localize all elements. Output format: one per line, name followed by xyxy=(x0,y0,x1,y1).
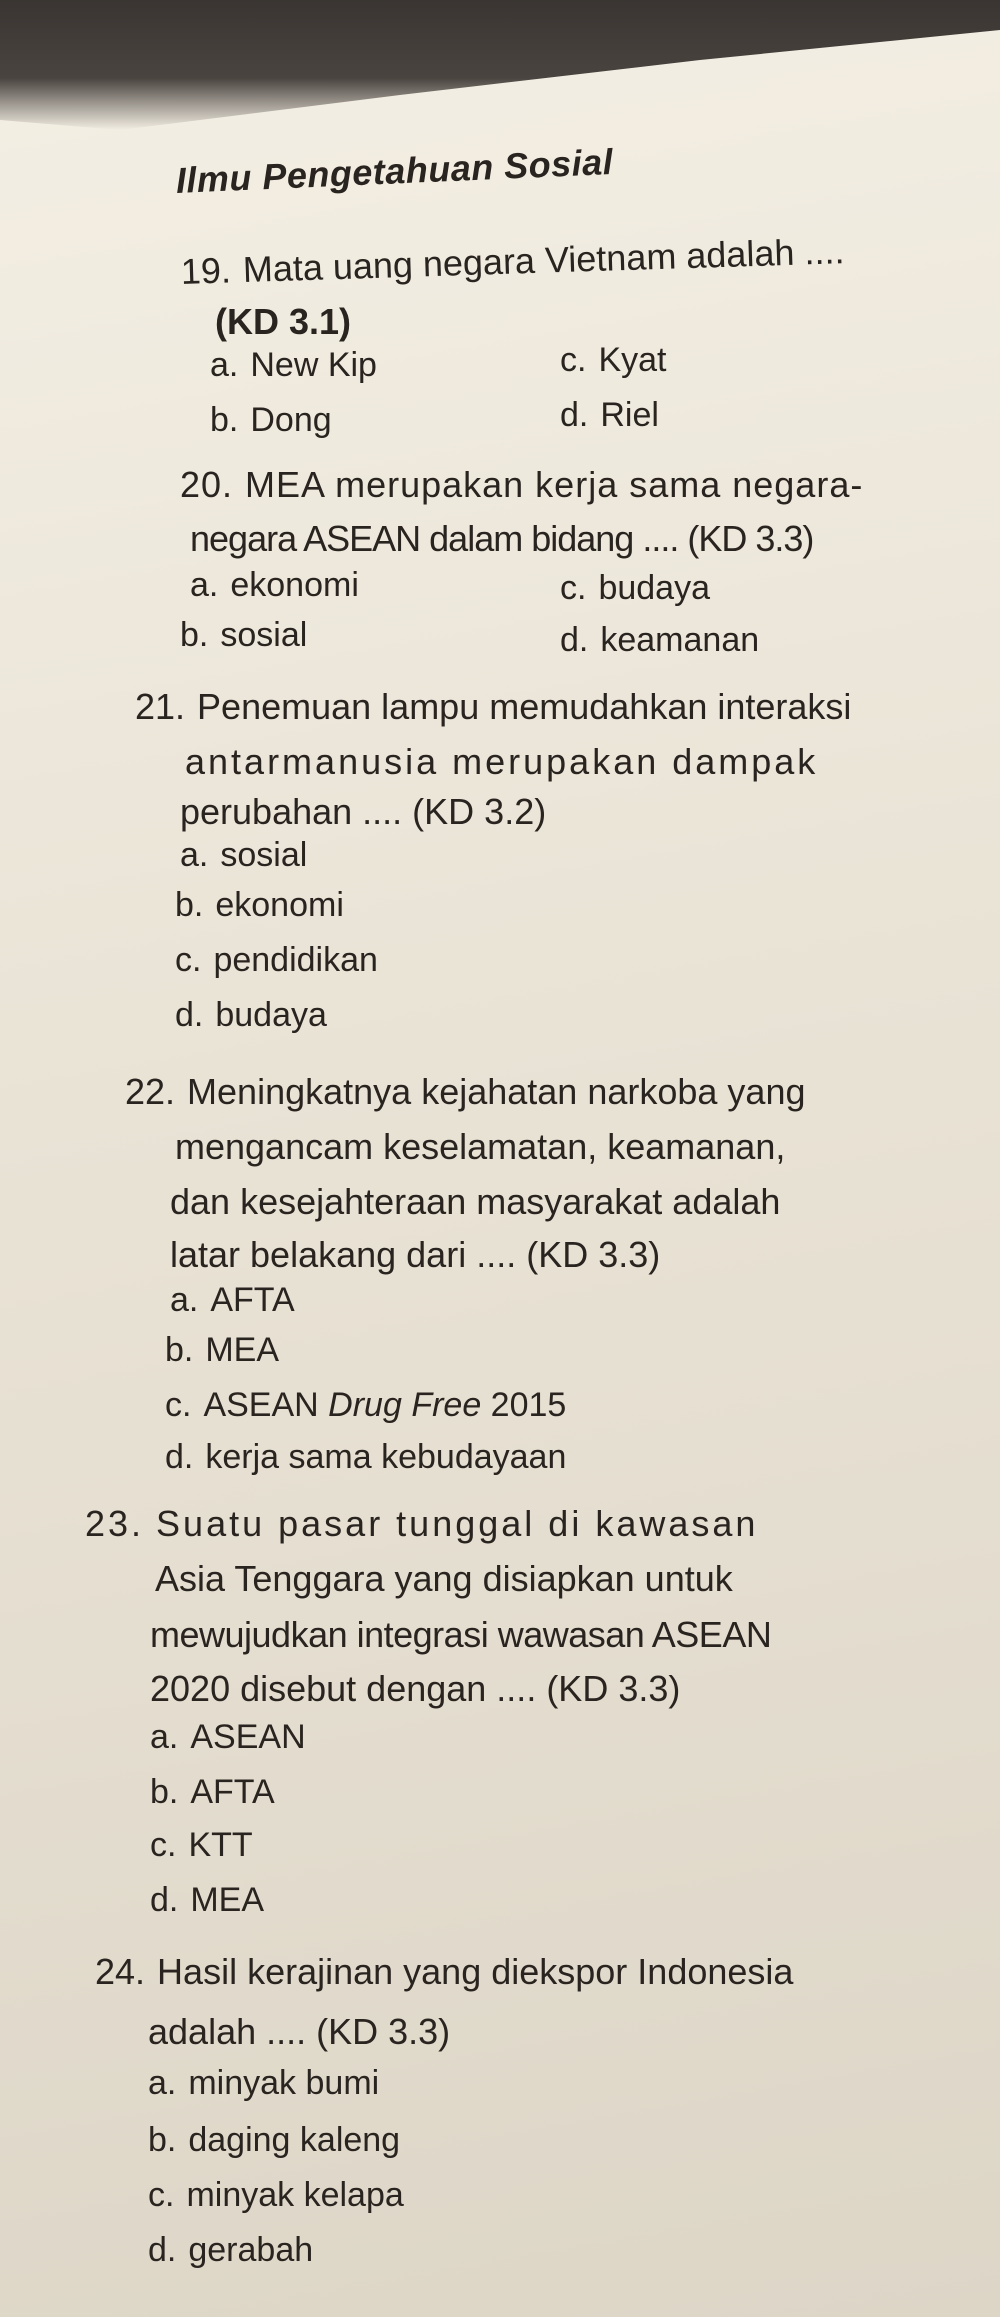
question-stem-line: latar belakang dari .... (KD 3.3) xyxy=(170,1234,661,1275)
option-a[interactable]: a. ekonomi xyxy=(190,566,359,604)
question-number: 23. xyxy=(85,1503,145,1544)
question-number: 22. xyxy=(125,1071,176,1112)
question-stem-line: dan kesejahteraan masyarakat adalah xyxy=(170,1181,781,1222)
option-c[interactable]: c. Kyat xyxy=(560,341,667,379)
option-d[interactable]: d. gerabah xyxy=(148,2231,314,2269)
question-stem-line: mewujudkan integrasi wawasan ASEAN xyxy=(150,1614,772,1655)
option-c[interactable]: c. KTT xyxy=(150,1826,253,1864)
option-a[interactable]: a. AFTA xyxy=(170,1281,295,1319)
option-d[interactable]: d. budaya xyxy=(175,996,327,1034)
question-number: 24. xyxy=(95,1951,146,1992)
option-b[interactable]: b. sosial xyxy=(180,616,308,654)
question-stem-line: 23. Suatu pasar tunggal di kawasan xyxy=(85,1503,759,1544)
option-c[interactable]: c. ASEAN Drug Free 2015 xyxy=(165,1386,567,1424)
option-a[interactable]: a. minyak bumi xyxy=(148,2064,380,2102)
option-b[interactable]: b. MEA xyxy=(165,1331,280,1369)
option-d[interactable]: d. kerja sama kebudayaan xyxy=(165,1438,567,1476)
option-c[interactable]: c. budaya xyxy=(560,569,710,607)
option-c[interactable]: c. minyak kelapa xyxy=(148,2176,404,2214)
question-stem-line: antarmanusia merupakan dampak xyxy=(185,741,819,782)
question-stem-line: 19. Mata uang negara Vietnam adalah .... xyxy=(180,230,845,292)
question-number: 21. xyxy=(135,686,186,727)
question-stem-line: 2020 disebut dengan .... (KD 3.3) xyxy=(150,1668,681,1709)
option-d[interactable]: d. MEA xyxy=(150,1881,265,1919)
question-number: 20. xyxy=(180,464,234,505)
question-stem-line: adalah .... (KD 3.3) xyxy=(148,2011,451,2052)
question-stem-line: Asia Tenggara yang disiapkan untuk xyxy=(155,1558,733,1599)
option-a[interactable]: a. sosial xyxy=(180,836,308,874)
option-b[interactable]: b. ekonomi xyxy=(175,886,344,924)
option-b[interactable]: b. AFTA xyxy=(150,1773,275,1811)
question-stem-line: (KD 3.1) xyxy=(215,301,352,342)
option-a[interactable]: a. ASEAN xyxy=(150,1718,306,1756)
subject-heading: Ilmu Pengetahuan Sosial xyxy=(175,140,614,201)
option-b[interactable]: b. daging kaleng xyxy=(148,2121,401,2159)
question-stem-line: 21. Penemuan lampu memudahkan interaksi xyxy=(135,686,852,727)
question-stem-line: mengancam keselamatan, keamanan, xyxy=(175,1126,786,1167)
question-stem-line: perubahan .... (KD 3.2) xyxy=(180,791,547,832)
question-stem-line: 24. Hasil kerajinan yang diekspor Indonesia xyxy=(95,1951,794,1992)
question-stem-line: 20. MEA merupakan kerja sama negara- xyxy=(180,464,864,505)
option-d[interactable]: d. Riel xyxy=(560,396,659,434)
question-stem-line: 22. Meningkatnya kejahatan narkoba yang xyxy=(125,1071,806,1112)
option-c[interactable]: c. pendidikan xyxy=(175,941,378,979)
question-stem-line: negara ASEAN dalam bidang .... (KD 3.3) xyxy=(190,518,814,559)
option-d[interactable]: d. keamanan xyxy=(560,621,760,659)
question-number: 19. xyxy=(180,249,232,292)
option-b[interactable]: b. Dong xyxy=(210,401,332,439)
option-a[interactable]: a. New Kip xyxy=(210,346,377,384)
